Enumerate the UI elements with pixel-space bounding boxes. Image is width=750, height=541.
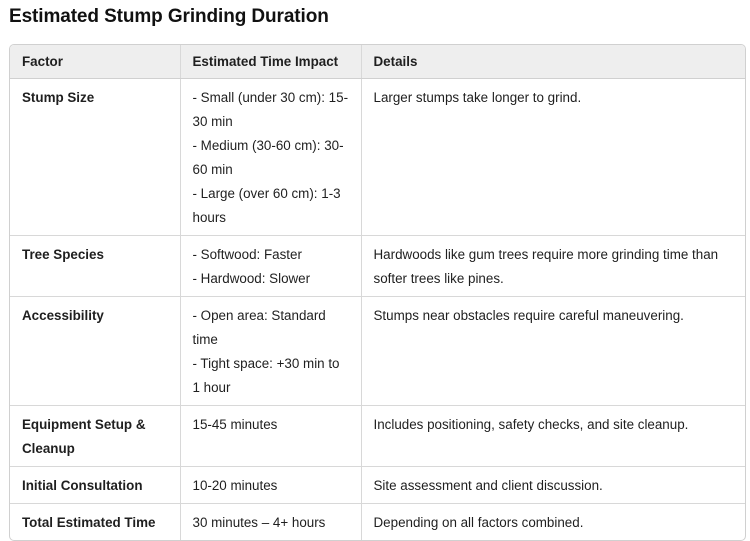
table-row bbox=[10, 297, 745, 406]
header-factor: Factor bbox=[10, 45, 180, 79]
details-cell: Depending on all factors combined. bbox=[373, 515, 584, 530]
impact-line: - Small (under 30 cm): 15-30 min bbox=[192, 90, 349, 129]
table-row bbox=[10, 406, 745, 467]
details-cell: Hardwoods like gum trees require more grinding time than softer trees like pines. bbox=[361, 236, 745, 297]
header-details: Details bbox=[361, 45, 745, 79]
impact-line: - Hardwood: Slower bbox=[192, 271, 311, 286]
table-row bbox=[10, 236, 745, 297]
details-cell: Stumps near obstacles require careful maneuvering. bbox=[361, 297, 745, 406]
impact-line: - Medium (30-60 cm): 30-60 min bbox=[192, 138, 344, 177]
impact-line: 10-20 minutes bbox=[192, 478, 278, 493]
table-header-row bbox=[10, 45, 745, 79]
factor-cell: Tree Species bbox=[10, 236, 180, 297]
impact-line: - Open area: Standard time bbox=[192, 308, 326, 347]
factor-cell: Equipment Setup & Cleanup bbox=[10, 406, 180, 467]
impact-line: - Tight space: +30 min to 1 hour bbox=[192, 356, 340, 395]
factor-cell: Initial Consultation bbox=[10, 467, 180, 504]
impact-cell bbox=[180, 297, 361, 406]
impact-line: - Large (over 60 cm): 1-3 hours bbox=[192, 186, 341, 225]
header-time-impact: Estimated Time Impact bbox=[180, 45, 361, 79]
factor-cell: Accessibility bbox=[10, 297, 180, 406]
impact-line: - Softwood: Faster bbox=[192, 247, 302, 262]
details-cell: Larger stumps take longer to grind. bbox=[361, 79, 745, 236]
impact-line: 15-45 minutes bbox=[192, 417, 278, 432]
impact-cell bbox=[180, 504, 361, 541]
page-title: Estimated Stump Grinding Duration bbox=[9, 6, 329, 27]
impact-cell bbox=[180, 467, 361, 504]
table-row bbox=[10, 504, 745, 541]
impact-cell bbox=[180, 406, 361, 467]
impact-cell bbox=[180, 236, 361, 297]
details-cell: Includes positioning, safety checks, and site cleanup. bbox=[361, 406, 745, 467]
impact-line: 30 minutes – 4+ hours bbox=[192, 515, 326, 530]
details-cell: Site assessment and client discussion. bbox=[361, 467, 745, 504]
table-row bbox=[10, 79, 745, 236]
factor-cell: Total Estimated Time bbox=[10, 504, 180, 541]
impact-cell bbox=[180, 79, 361, 236]
duration-table-grid bbox=[10, 45, 745, 540]
factor-cell: Stump Size bbox=[10, 79, 180, 236]
table-row bbox=[10, 467, 745, 504]
duration-table bbox=[9, 44, 746, 541]
